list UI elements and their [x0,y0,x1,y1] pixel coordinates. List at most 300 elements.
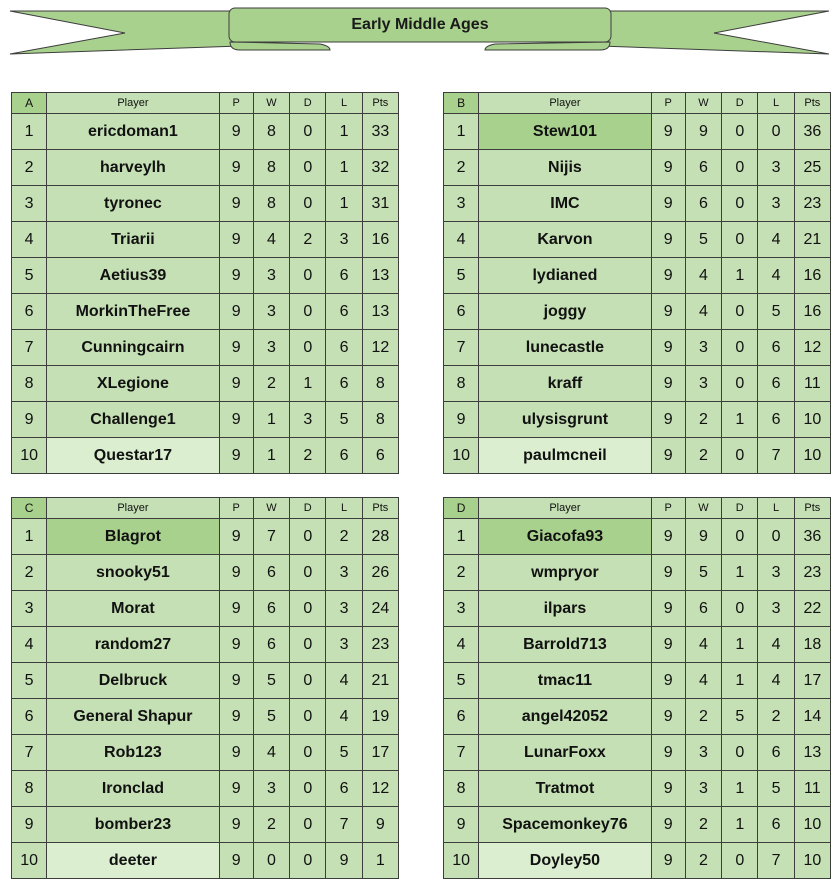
l-cell: 3 [758,150,794,186]
d-cell: 1 [722,663,758,699]
table-row [444,150,831,186]
w-cell: 6 [253,627,289,663]
l-cell: 6 [326,294,362,330]
position-cell: 1 [444,114,479,150]
l-cell: 6 [758,330,794,366]
w-cell: 6 [253,591,289,627]
l-cell: 6 [326,258,362,294]
p-cell: 9 [651,366,685,402]
pts-cell: 32 [362,150,398,186]
l-cell: 7 [758,843,794,879]
p-cell: 9 [651,186,685,222]
player-name-cell: lunecastle [479,330,651,366]
l-cell: 5 [326,402,362,438]
w-cell: 6 [685,591,721,627]
l-cell: 6 [758,735,794,771]
position-cell: 2 [12,150,47,186]
table-row [12,663,399,699]
w-cell: 7 [253,519,289,555]
pts-cell: 9 [362,807,398,843]
table-row [444,114,831,150]
l-cell: 3 [758,555,794,591]
pts-cell: 21 [794,222,830,258]
w-cell: 4 [685,294,721,330]
table-row [12,222,399,258]
w-cell: 4 [685,258,721,294]
player-name-cell: Karvon [479,222,651,258]
d-cell: 0 [722,150,758,186]
pts-cell: 13 [362,294,398,330]
w-cell: 2 [253,366,289,402]
group-label: A [12,93,47,114]
table-row [444,807,831,843]
l-cell: 4 [758,258,794,294]
group-b-table [443,92,831,474]
table-row [444,186,831,222]
w-cell: 8 [253,186,289,222]
table-row [12,294,399,330]
player-name-cell: joggy [479,294,651,330]
l-cell: 4 [326,663,362,699]
p-cell: 9 [651,330,685,366]
w-cell: 3 [253,771,289,807]
p-cell: 9 [651,807,685,843]
w-cell: 2 [253,807,289,843]
player-name-cell: Blagrot [47,519,219,555]
banner-left-tail [10,11,240,54]
d-cell: 1 [722,627,758,663]
position-cell: 4 [12,222,47,258]
l-cell: 6 [326,330,362,366]
table-row [444,258,831,294]
table-row [12,555,399,591]
table-row [444,627,831,663]
player-name-cell: tyronec [47,186,219,222]
pts-cell: 36 [794,519,830,555]
pts-cell: 12 [794,330,830,366]
pts-cell: 10 [794,843,830,879]
p-cell: 9 [219,555,253,591]
player-name-cell: Nijis [479,150,651,186]
banner-right-tail [600,11,829,54]
l-cell: 3 [326,222,362,258]
p-cell: 9 [651,591,685,627]
player-name-cell: LunarFoxx [479,735,651,771]
column-header-drawn: D [722,93,758,114]
w-cell: 2 [685,438,721,474]
p-cell: 9 [651,735,685,771]
d-cell: 2 [290,222,326,258]
l-cell: 4 [758,663,794,699]
position-cell: 9 [444,807,479,843]
column-header-played: P [651,498,685,519]
position-cell: 5 [12,663,47,699]
p-cell: 9 [219,222,253,258]
w-cell: 4 [685,627,721,663]
player-name-cell: kraff [479,366,651,402]
p-cell: 9 [219,663,253,699]
position-cell: 4 [444,627,479,663]
d-cell: 0 [290,258,326,294]
p-cell: 9 [219,591,253,627]
position-cell: 8 [444,366,479,402]
w-cell: 3 [685,771,721,807]
position-cell: 8 [12,771,47,807]
pts-cell: 26 [362,555,398,591]
group-label: B [444,93,479,114]
table-row [12,438,399,474]
w-cell: 4 [253,735,289,771]
pts-cell: 18 [794,627,830,663]
player-name-cell: harveylh [47,150,219,186]
w-cell: 5 [253,663,289,699]
l-cell: 5 [758,294,794,330]
table-row [12,519,399,555]
l-cell: 3 [326,591,362,627]
position-cell: 9 [12,402,47,438]
d-cell: 0 [290,330,326,366]
position-cell: 2 [444,150,479,186]
w-cell: 5 [685,222,721,258]
player-name-cell: General Shapur [47,699,219,735]
p-cell: 9 [219,258,253,294]
table-row [12,735,399,771]
d-cell: 0 [290,627,326,663]
position-cell: 7 [444,330,479,366]
column-header-player: Player [479,498,651,519]
table-row [444,591,831,627]
d-cell: 1 [722,258,758,294]
player-name-cell: paulmcneil [479,438,651,474]
pts-cell: 6 [362,438,398,474]
table-row [444,663,831,699]
d-cell: 0 [290,735,326,771]
table-row [444,366,831,402]
w-cell: 3 [253,330,289,366]
column-header-lost: L [326,93,362,114]
d-cell: 0 [722,294,758,330]
d-cell: 2 [290,438,326,474]
p-cell: 9 [651,519,685,555]
l-cell: 4 [758,627,794,663]
table-row [444,735,831,771]
player-name-cell: Delbruck [47,663,219,699]
player-name-cell: Ironclad [47,771,219,807]
table-row [444,294,831,330]
d-cell: 1 [722,771,758,807]
p-cell: 9 [651,222,685,258]
p-cell: 9 [651,771,685,807]
pts-cell: 17 [794,663,830,699]
pts-cell: 24 [362,591,398,627]
player-name-cell: Cunningcairn [47,330,219,366]
d-cell: 0 [290,294,326,330]
p-cell: 9 [219,843,253,879]
p-cell: 9 [651,627,685,663]
d-cell: 0 [722,519,758,555]
d-cell: 0 [722,366,758,402]
l-cell: 1 [326,150,362,186]
group-d-table [443,497,831,879]
l-cell: 2 [758,699,794,735]
pts-cell: 23 [794,555,830,591]
pts-cell: 36 [794,114,830,150]
player-name-cell: bomber23 [47,807,219,843]
table-row [444,699,831,735]
position-cell: 7 [12,330,47,366]
pts-cell: 28 [362,519,398,555]
p-cell: 9 [219,294,253,330]
pts-cell: 11 [794,366,830,402]
player-name-cell: Spacemonkey76 [479,807,651,843]
player-name-cell: IMC [479,186,651,222]
column-header-played: P [219,498,253,519]
player-name-cell: Challenge1 [47,402,219,438]
player-name-cell: Tratmot [479,771,651,807]
pts-cell: 14 [794,699,830,735]
p-cell: 9 [651,402,685,438]
w-cell: 2 [685,402,721,438]
d-cell: 0 [722,330,758,366]
position-cell: 3 [12,186,47,222]
d-cell: 0 [290,699,326,735]
position-cell: 3 [444,186,479,222]
d-cell: 1 [722,402,758,438]
position-cell: 6 [12,699,47,735]
position-cell: 7 [444,735,479,771]
p-cell: 9 [219,114,253,150]
title-banner [0,0,839,60]
position-cell: 6 [444,294,479,330]
group-a-table [11,92,399,474]
p-cell: 9 [219,807,253,843]
column-header-drawn: D [290,498,326,519]
table-row [12,843,399,879]
pts-cell: 16 [362,222,398,258]
l-cell: 1 [326,114,362,150]
p-cell: 9 [651,663,685,699]
pts-cell: 25 [794,150,830,186]
p-cell: 9 [651,843,685,879]
table-row [444,330,831,366]
w-cell: 0 [253,843,289,879]
d-cell: 1 [722,555,758,591]
column-header-played: P [219,93,253,114]
group-label: D [444,498,479,519]
column-header-drawn: D [290,93,326,114]
group-label: C [12,498,47,519]
w-cell: 1 [253,402,289,438]
p-cell: 9 [651,150,685,186]
pts-cell: 10 [794,807,830,843]
l-cell: 5 [758,771,794,807]
d-cell: 0 [290,555,326,591]
w-cell: 3 [685,366,721,402]
player-name-cell: angel42052 [479,699,651,735]
column-header-player: Player [47,93,219,114]
table-row [444,771,831,807]
pts-cell: 12 [362,771,398,807]
l-cell: 9 [326,843,362,879]
l-cell: 6 [758,807,794,843]
d-cell: 0 [290,771,326,807]
table-row [12,627,399,663]
w-cell: 8 [253,114,289,150]
position-cell: 10 [444,438,479,474]
w-cell: 3 [253,258,289,294]
pts-cell: 10 [794,438,830,474]
l-cell: 4 [758,222,794,258]
w-cell: 2 [685,843,721,879]
table-row [444,555,831,591]
pts-cell: 11 [794,771,830,807]
p-cell: 9 [651,114,685,150]
pts-cell: 23 [794,186,830,222]
table-row [12,186,399,222]
table-header-row [444,498,831,519]
column-header-lost: L [326,498,362,519]
column-header-points: Pts [362,498,398,519]
w-cell: 2 [685,699,721,735]
position-cell: 1 [12,519,47,555]
column-header-lost: L [758,498,794,519]
w-cell: 6 [253,555,289,591]
pts-cell: 21 [362,663,398,699]
d-cell: 0 [290,150,326,186]
table-row [444,519,831,555]
player-name-cell: Morat [47,591,219,627]
pts-cell: 12 [362,330,398,366]
pts-cell: 17 [362,735,398,771]
w-cell: 3 [253,294,289,330]
column-header-won: W [253,498,289,519]
p-cell: 9 [219,438,253,474]
table-row [444,402,831,438]
table-row [12,114,399,150]
p-cell: 9 [219,735,253,771]
banner-right-fold [485,42,610,50]
table-row [444,843,831,879]
table-row [12,402,399,438]
d-cell: 0 [722,222,758,258]
table-row [444,222,831,258]
table-row [12,807,399,843]
table-row [12,591,399,627]
player-name-cell: Doyley50 [479,843,651,879]
table-header-row [12,93,399,114]
pts-cell: 31 [362,186,398,222]
d-cell: 0 [290,519,326,555]
p-cell: 9 [651,438,685,474]
column-header-lost: L [758,93,794,114]
pts-cell: 23 [362,627,398,663]
table-row [12,771,399,807]
position-cell: 9 [12,807,47,843]
table-header-row [12,498,399,519]
p-cell: 9 [219,699,253,735]
d-cell: 0 [290,807,326,843]
position-cell: 10 [12,843,47,879]
player-name-cell: Barrold713 [479,627,651,663]
l-cell: 0 [758,114,794,150]
position-cell: 8 [444,771,479,807]
d-cell: 0 [290,591,326,627]
w-cell: 4 [253,222,289,258]
p-cell: 9 [219,402,253,438]
position-cell: 2 [444,555,479,591]
w-cell: 1 [253,438,289,474]
p-cell: 9 [219,519,253,555]
w-cell: 2 [685,807,721,843]
l-cell: 7 [758,438,794,474]
player-name-cell: XLegione [47,366,219,402]
column-header-player: Player [47,498,219,519]
player-name-cell: tmac11 [479,663,651,699]
d-cell: 3 [290,402,326,438]
column-header-played: P [651,93,685,114]
column-header-drawn: D [722,498,758,519]
d-cell: 0 [290,663,326,699]
d-cell: 0 [722,591,758,627]
position-cell: 8 [12,366,47,402]
w-cell: 6 [685,150,721,186]
column-header-won: W [685,93,721,114]
w-cell: 8 [253,150,289,186]
l-cell: 6 [326,366,362,402]
p-cell: 9 [219,627,253,663]
p-cell: 9 [651,258,685,294]
column-header-player: Player [479,93,651,114]
column-header-points: Pts [362,93,398,114]
pts-cell: 10 [794,402,830,438]
d-cell: 0 [290,114,326,150]
player-name-cell: wmpryor [479,555,651,591]
player-name-cell: lydianed [479,258,651,294]
player-name-cell: Questar17 [47,438,219,474]
player-name-cell: snooky51 [47,555,219,591]
w-cell: 3 [685,735,721,771]
banner-left-fold [230,42,330,50]
player-name-cell: Rob123 [47,735,219,771]
table-row [444,438,831,474]
table-row [12,699,399,735]
w-cell: 3 [685,330,721,366]
d-cell: 0 [290,186,326,222]
d-cell: 0 [722,186,758,222]
player-name-cell: Triarii [47,222,219,258]
position-cell: 5 [444,258,479,294]
p-cell: 9 [219,771,253,807]
l-cell: 0 [758,519,794,555]
column-header-won: W [685,498,721,519]
position-cell: 2 [12,555,47,591]
p-cell: 9 [651,294,685,330]
position-cell: 10 [444,843,479,879]
pts-cell: 16 [794,294,830,330]
position-cell: 1 [444,519,479,555]
pts-cell: 1 [362,843,398,879]
player-name-cell: deeter [47,843,219,879]
pts-cell: 33 [362,114,398,150]
table-row [12,366,399,402]
position-cell: 1 [12,114,47,150]
p-cell: 9 [219,366,253,402]
w-cell: 9 [685,519,721,555]
table-row [12,150,399,186]
table-row [12,330,399,366]
l-cell: 5 [326,735,362,771]
position-cell: 3 [444,591,479,627]
